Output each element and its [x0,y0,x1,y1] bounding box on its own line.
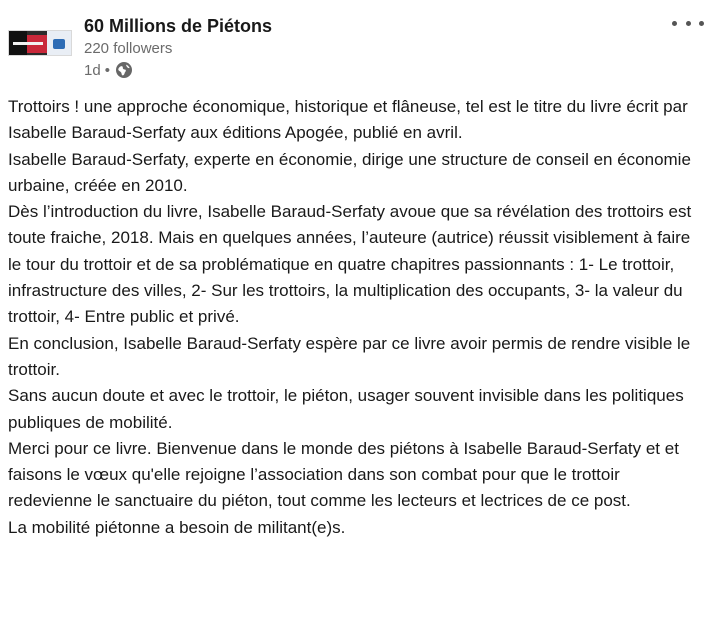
post-paragraph: La mobilité piétonne a besoin de militant(e)s. [8,517,346,537]
globe-icon [115,61,133,79]
more-options-button[interactable] [672,14,704,32]
post-paragraph: Trottoirs ! une approche économique, historique et flâneuse, tel est le titre du livre écrit par Isabelle Baraud-Serfaty aux éditions Apogée, publié en avril. [8,97,688,143]
more-options-icon [672,21,677,26]
meta-separator: • [104,61,110,79]
more-options-icon [686,21,691,26]
post-paragraph: Sans aucun doute et avec le trottoir, le piéton, usager souvent invisible dans les politiques publiques de mobilité. [8,386,684,432]
more-options-icon [699,21,704,26]
post-header [8,10,708,86]
post-paragraph: Dès l’introduction du livre, Isabelle Baraud-Serfaty avoue que sa révélation des trottoirs est toute fraiche, 2018. Mais en quelques années, l’auteure (autrice) réussit visiblement à faire le tour du trottoir et de sa problématique en quatre chapitres passionnants : 1- Le trottoir, infrastructure des villes, 2- Sur les trottoirs, la multiplication des occupants, 3- la valeur du trottoir, 4- Entre public et privé. [8,202,692,327]
organization-logo[interactable] [8,30,72,56]
post-text [8,94,708,541]
follower-count: 220 followers [84,40,173,57]
logo-part [13,42,43,45]
post-paragraph: Isabelle Baraud-Serfaty, experte en économie, dirige une structure de conseil en économie urbaine, créée en 2010. [8,149,691,195]
logo-part [53,39,65,49]
post-meta [84,60,133,80]
post-paragraph: Merci pour ce livre. Bienvenue dans le monde des piétons à Isabelle Baraud-Serfaty et et faisons le vœux qu'elle rejoigne l’association dans son combat pour que le trottoir redevienne le sanctuaire du piéton, tout comme les lecteurs et lectrices de ce post. [8,438,679,511]
post-time: 1d [84,61,101,79]
author-name[interactable]: 60 Millions de Piétons [84,16,273,36]
post-paragraph: En conclusion, Isabelle Baraud-Serfaty espère par ce livre avoir permis de rendre visible le trottoir. [8,333,691,379]
